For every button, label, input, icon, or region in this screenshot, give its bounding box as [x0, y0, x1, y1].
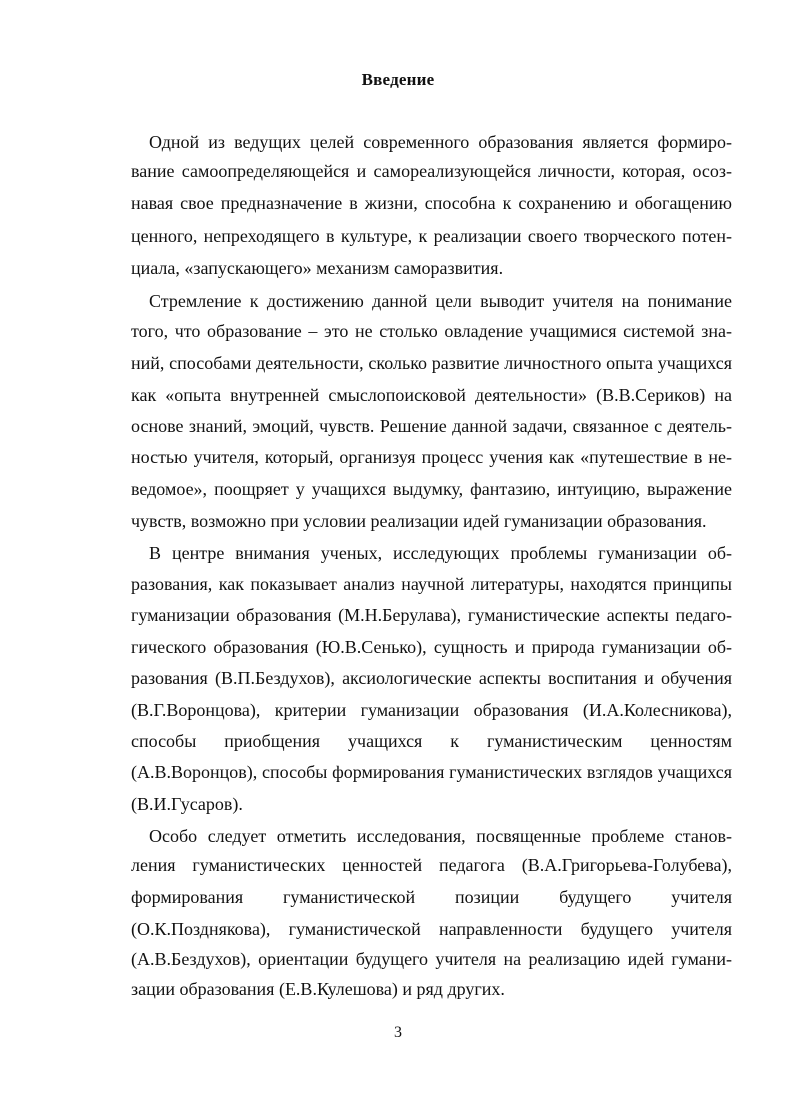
- text-line: как «опыта внутренней смыслопоисковой деятельности» (В.В.Сериков) на: [131, 385, 732, 405]
- text-line: чувств, возможно при условии реализации идей гуманизации образования.: [131, 511, 707, 531]
- text-line: (А.В.Бездухов), ориентации будущего учителя на реализацию идей гумани-: [131, 949, 732, 969]
- text-line: (О.К.Позднякова), гуманистической направленности будущего учителя: [131, 919, 732, 939]
- text-line: разования, как показывает анализ научной литературы, находятся принципы: [131, 574, 732, 594]
- text-line: циала, «запускающего» механизм саморазвития.: [131, 258, 504, 278]
- text-line: (А.В.Воронцов), способы формирования гуманистических взглядов учащихся: [131, 762, 732, 782]
- text-line: Особо следует отметить исследования, посвященные проблеме станов-: [149, 826, 732, 846]
- text-line: гуманизации образования (М.Н.Берулава), гуманистические аспекты педаго-: [131, 605, 732, 625]
- text-line: Одной из ведущих целей современного образования является формиро-: [149, 132, 732, 152]
- text-line: ний, способами деятельности, сколько развитие личностного опыта учащихся: [131, 353, 732, 373]
- text-line: основе знаний, эмоций, чувств. Решение данной задачи, связанное с деятель-: [131, 416, 732, 436]
- text-line: ностью учителя, который, организуя процесс учения как «путешествие в не-: [131, 447, 732, 467]
- text-line: зации образования (Е.В.Кулешова) и ряд других.: [131, 979, 505, 999]
- text-line: гического образования (Ю.В.Сенько), сущность и природа гуманизации об-: [131, 637, 732, 657]
- text-line: способы приобщения учащихся к гуманистическим ценностям: [131, 731, 732, 751]
- text-line: В центре внимания ученых, исследующих проблемы гуманизации об-: [149, 543, 732, 563]
- text-line: разования (В.П.Бездухов), аксиологические аспекты воспитания и обучения: [131, 668, 732, 688]
- section-title: Введение: [361, 70, 435, 89]
- text-line: (В.Г.Воронцова), критерии гуманизации образования (И.А.Колесникова),: [131, 700, 732, 720]
- text-line: ведомое», поощряет у учащихся выдумку, фантазию, интуицию, выражение: [131, 479, 732, 499]
- text-line: того, что образование – это не столько овладение учащимися системой зна-: [131, 321, 732, 341]
- text-line: навая свое предназначение в жизни, способна к сохранению и обогащению: [131, 193, 732, 213]
- page-number: 3: [394, 1024, 402, 1041]
- text-line: ценного, непреходящего в культуре, к реализации своего творческого потен-: [131, 226, 732, 246]
- text-line: Стремление к достижению данной цели выводит учителя на понимание: [149, 291, 732, 311]
- text-line: вание самоопределяющейся и самореализующейся личности, которая, осоз-: [131, 161, 732, 181]
- text-line: (В.И.Гусаров).: [131, 794, 243, 814]
- text-line: формирования гуманистической позиции будущего учителя: [131, 887, 732, 907]
- text-line: ления гуманистических ценностей педагога (В.А.Григорьева-Голубева),: [131, 855, 732, 875]
